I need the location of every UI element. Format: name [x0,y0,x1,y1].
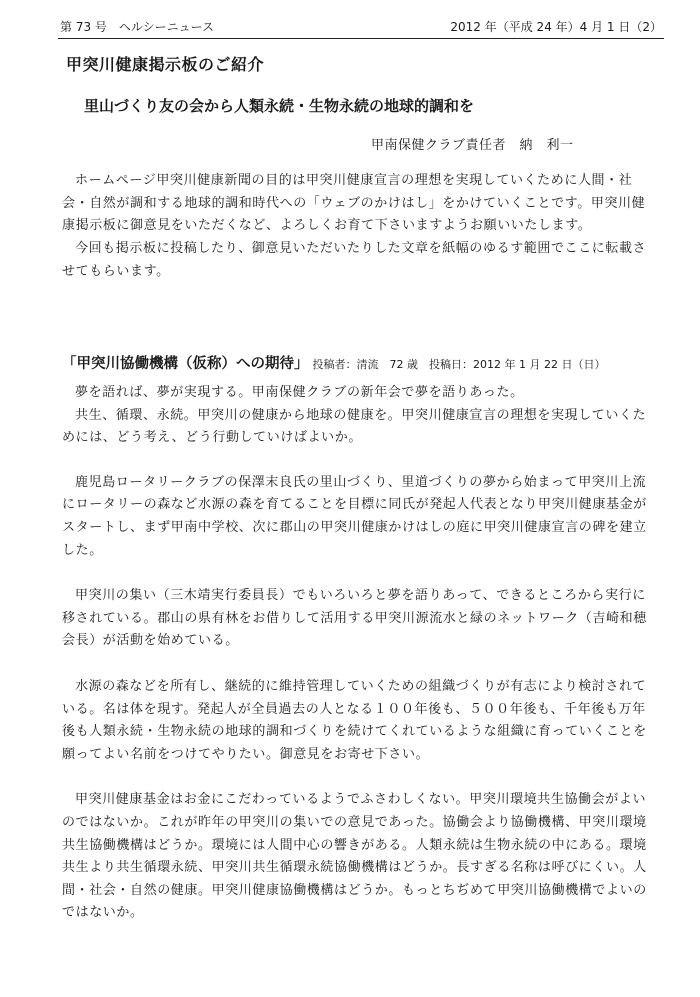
intro-paragraph: 今回も掲示板に投稿したり、御意見いただいたりした文章を紙幅のゆるす範囲でここに転載させてもらいます。 [62,241,647,279]
section-title: 「甲突川協働機構（仮称）への期待」 [62,356,309,372]
intro-paragraph: ホームページ甲突川健康新聞の目的は甲突川健康宣言の理想を実現していくために人間・社会・自然が調和する地球的調和時代への「ウェブのかけはし」をかけていくことです。甲突川健康掲示板に御意見をいただくなど、よろしくお育て下さいますようお願いいたします。 [62,173,646,234]
page-header [58,18,664,39]
author-line: 甲南保健クラブ責任者 納 利一 [371,138,574,153]
intro-section [62,170,652,284]
issue-date: 2012 年（平成 24 年）4 月 1 日（2） [450,20,662,34]
body-paragraph: 水源の森などを所有し、継続的に維持管理していくための組織づくりが有志により検討されている。名は体を現す。発起人が全員過去の人となる１００年後も、５００年後も、千年後も万年後も人類永続・生物永続の地球的調和づくりを続けてくれているような組織に育っていくことを願ってよい名前をつけてやりたい。御意見をお寄せ下さい。 [62,678,647,762]
body-paragraph: 鹿児島ロータリークラブの保澤末良氏の里山づくり、里道づくりの夢から始まって甲突川上流にロータリーの森など水源の森を育てることを目標に同氏が発起人代表となり甲突川健康基金がスタートし、まず甲南中学校、次に郡山の甲突川健康かけはしの庭に甲突川健康宣言の碑を建立した。 [62,474,647,558]
body-paragraph: 共生、循環、永続。甲突川の健康から地球の健康を。甲突川健康宣言の理想を実現していくためには、どう考え、どう行動していけばよいか。 [62,407,647,446]
section-heading [62,352,662,377]
post-meta: 投稿者：清流 72 歳 投稿日：2012 年 1 月 22 日（日） [312,358,606,371]
body-paragraph: 夢を語れば、夢が実現する。甲南保健クラブの新年会で夢を語りあった。 [75,385,524,400]
body-paragraph: 甲突川健康基金はお金にこだわっているようでふさわしくない。甲突川環境共生協働会がよいのではないか。これが昨年の甲突川の集いでの意見であった。協働会より協働機構、甲突川環境共生協働機構はどうか。環境には人間中心の響きがある。人類永続は生物永続の中にある。環境共生より共生循環永続、甲突川共生循環永続協働機構はどうか。長すぎる名称は呼びにくい。人間・社会・自然の健康。甲突川健康協働機構はどうか。もっとちぢめて甲突川協働機構でよいのではないか。 [62,792,647,921]
page-title: 甲突川健康掲示板のご紹介 [66,55,265,74]
body-paragraph: 甲突川の集い（三木靖実行委員長）でもいろいろと夢を語りあって、できるところから実行に移されている。郡山の県有林をお借りして活用する甲突川源流水と緑のネットワーク（吉崎和穂会長）が活動を始めている。 [62,588,647,649]
issue-label: 第 73 号 ヘルシーニュース [60,20,214,34]
article-body [62,382,652,925]
article-subtitle: 里山づくり友の会から人類永続・生物永続の地球的調和を [84,97,475,115]
